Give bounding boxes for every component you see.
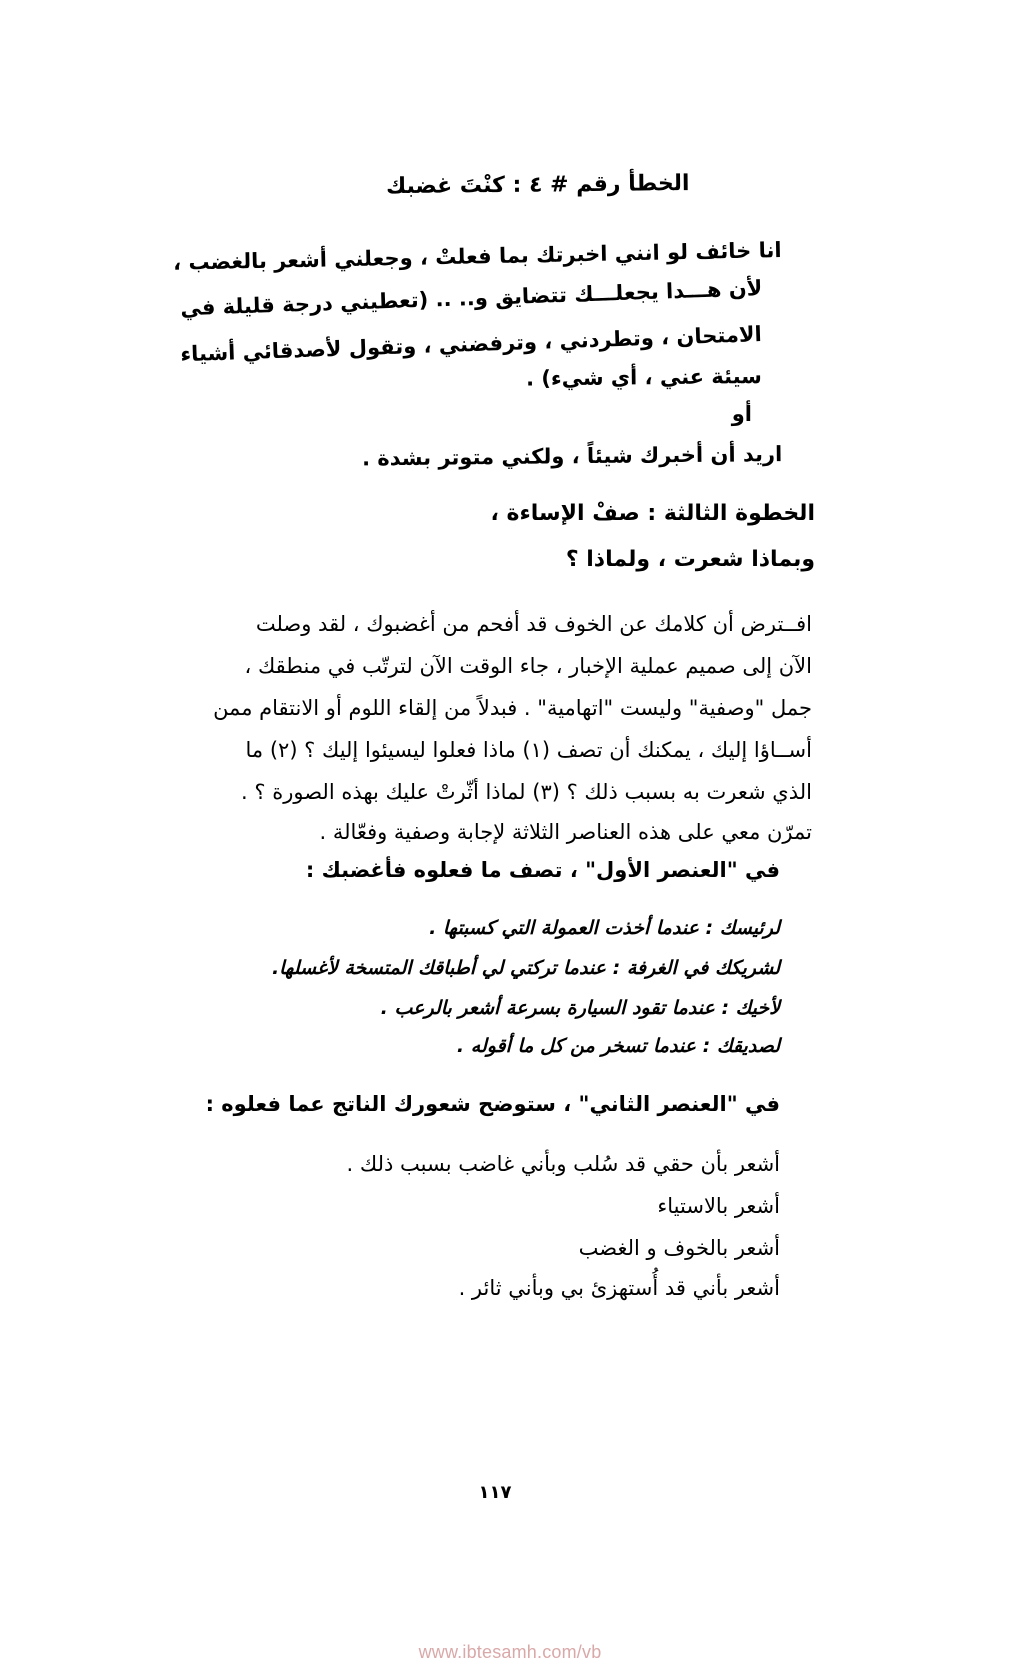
paragraph-line: أو: [731, 402, 752, 426]
example-line: لأخيك : عندما تقود السيارة بسرعة أشعر بالرعب .: [380, 997, 780, 1019]
paragraph-line: اريد أن أخبرك شيئاً ، ولكني متوتر بشدة .: [361, 442, 783, 471]
paragraph-line: لأن هـــدا يجعلـــك تتضايق و.. .. (تعطيني درجة قليلة في: [179, 276, 763, 321]
paragraph-line: افــترض أن كلامك عن الخوف قد أفحم من أغضبوك ، لقد وصلت: [255, 612, 812, 636]
element-one-intro: في "العنصر الأول" ، تصف ما فعلوه فأغضبك :: [305, 858, 780, 882]
feeling-line: أشعر بأن حقي قد سُلب وبأني غاضب بسبب ذلك .: [346, 1152, 780, 1176]
feeling-line: أشعر بالاستياء: [657, 1194, 780, 1218]
step-heading: الخطوة الثالثة : صفْ الإساءة ،: [490, 501, 815, 526]
paragraph-line: جمل "وصفية" وليست "اتهامية" . فبدلاً من إلقاء اللوم أو الانتقام ممن: [213, 696, 812, 720]
paragraph-line: أســاؤا إليك ، يمكنك أن تصف (١) ماذا فعلوا ليسيئوا إليك ؟ (٢) ما: [245, 738, 812, 762]
example-line: لشريكك في الغرفة : عندما تركتي لي أطباقك المتسخة لأغسلها.: [271, 957, 780, 979]
paragraph-line: تمرّن معي على هذه العناصر الثلاثة لإجابة وصفية وفعّالة .: [319, 820, 812, 844]
watermark-url: www.ibtesamh.com/vb: [418, 1642, 602, 1662]
element-two-intro: في "العنصر الثاني" ، ستوضح شعورك الناتج عما فعلوه :: [205, 1092, 780, 1116]
example-line: لصديقك : عندما تسخر من كل ما أقوله .: [456, 1035, 780, 1057]
paragraph-line: الذي شعرت به بسبب ذلك ؟ (٣) لماذا أثّرتْ عليك بهذه الصورة ؟ .: [241, 780, 812, 804]
mistake-title: الخطأ رقم # ٤ : كنْتَ غضبك: [386, 171, 691, 200]
page-number: ١١٧: [478, 1482, 512, 1503]
paragraph-line: الآن إلى صميم عملية الإخبار ، جاء الوقت الآن لترتّب في منطقك ،: [244, 654, 812, 678]
example-line: لرئيسك : عندما أخذت العمولة التي كسبتها .: [429, 917, 780, 939]
feeling-line: أشعر بأني قد أُستهزئ بي وبأني ثائر .: [458, 1276, 780, 1300]
paragraph-line: انا خائف لو انني اخبرتك بما فعلتْ ، وجعلني أشعر بالغضب ،: [173, 238, 783, 275]
paragraph-line: الامتحان ، وتطردني ، وترفضني ، وتقول لأصدقائي أشياء: [180, 322, 763, 367]
step-subheading: وبماذا شعرت ، ولماذا ؟: [565, 547, 815, 572]
feeling-line: أشعر بالخوف و الغضب: [578, 1236, 780, 1260]
paragraph-line: سيئة عني ، أي شيء) .: [525, 364, 763, 391]
